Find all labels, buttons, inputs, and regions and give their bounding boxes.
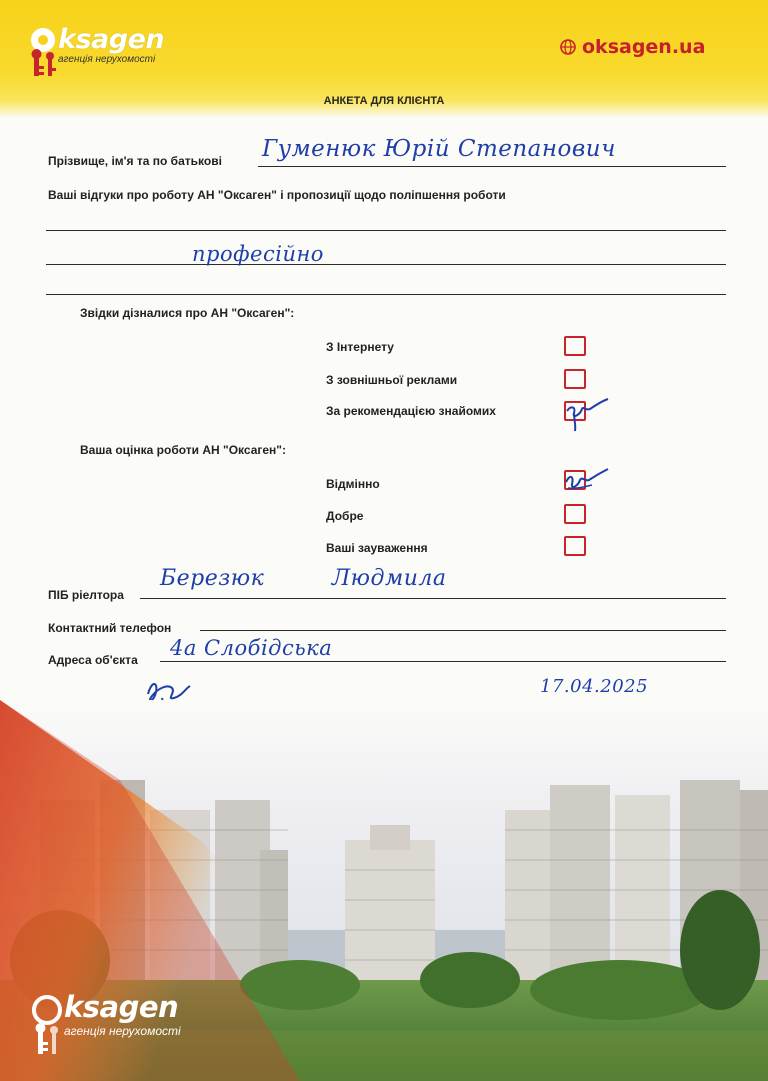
feedback-line-3 [46, 294, 726, 295]
address-line [160, 661, 726, 662]
source-option-recommendation: За рекомендацією знайомих [326, 404, 496, 418]
rating-option-good: Добре [326, 509, 364, 523]
header-logo [28, 26, 178, 96]
footer-logo-word: ksagen [64, 990, 179, 1024]
address-label: Адреса об'єкта [48, 653, 138, 667]
feedback-value[interactable]: професійно [192, 242, 324, 266]
rating-good-checkbox[interactable] [564, 504, 586, 524]
checkmark-icon [562, 466, 610, 496]
footer-logo [30, 992, 230, 1072]
source-option-outdoor-ads: З зовнішньої реклами [326, 373, 458, 387]
date-value[interactable]: 17.04.2025 [540, 676, 649, 697]
address-value[interactable]: 4а Слобідська [170, 636, 333, 660]
phone-label: Контактний телефон [48, 621, 172, 635]
feedback-line-1 [46, 230, 726, 231]
rating-label: Ваша оцінка роботи АН "Оксаген": [80, 443, 286, 457]
source-label: Звідки дізналися про АН "Оксаген": [80, 306, 295, 320]
name-line [258, 166, 726, 167]
source-outdoor-ads-checkbox[interactable] [564, 369, 586, 389]
rating-option-remarks: Ваші зауваження [326, 541, 428, 555]
source-recommendation-checkbox[interactable] [564, 401, 586, 421]
website-text: oksagen.ua [582, 36, 706, 58]
name-value[interactable]: Гуменюк Юрій Степанович [262, 136, 616, 162]
footer-logo-subtitle: агенція нерухомості [64, 1024, 181, 1038]
source-option-internet: З Інтернету [326, 340, 394, 354]
source-internet-checkbox[interactable] [564, 336, 586, 356]
website-link[interactable] [560, 36, 705, 58]
keys-icon [30, 992, 66, 1068]
globe-icon [560, 39, 576, 55]
rating-remarks-checkbox[interactable] [564, 536, 586, 556]
realtor-line [140, 598, 726, 599]
keys-icon [28, 26, 62, 90]
realtor-label: ПІБ ріелтора [48, 588, 124, 602]
feedback-line-2 [46, 264, 726, 265]
rating-excellent-checkbox[interactable] [564, 470, 586, 490]
header-logo-subtitle: агенція нерухомості [58, 54, 156, 65]
realtor-value[interactable]: Березюк Людмила [160, 566, 447, 591]
checkmark-icon [562, 397, 610, 433]
header-logo-word: ksagen [58, 24, 165, 55]
form-title: АНКЕТА ДЛЯ КЛІЄНТА [323, 95, 445, 107]
phone-line [200, 630, 726, 631]
rating-option-excellent: Відмінно [326, 477, 380, 491]
feedback-label: Ваші відгуки про роботу АН "Оксаген" і пропозиції щодо поліпшення роботи [48, 188, 506, 202]
name-label: Прізвище, ім'я та по батькові [48, 154, 222, 168]
